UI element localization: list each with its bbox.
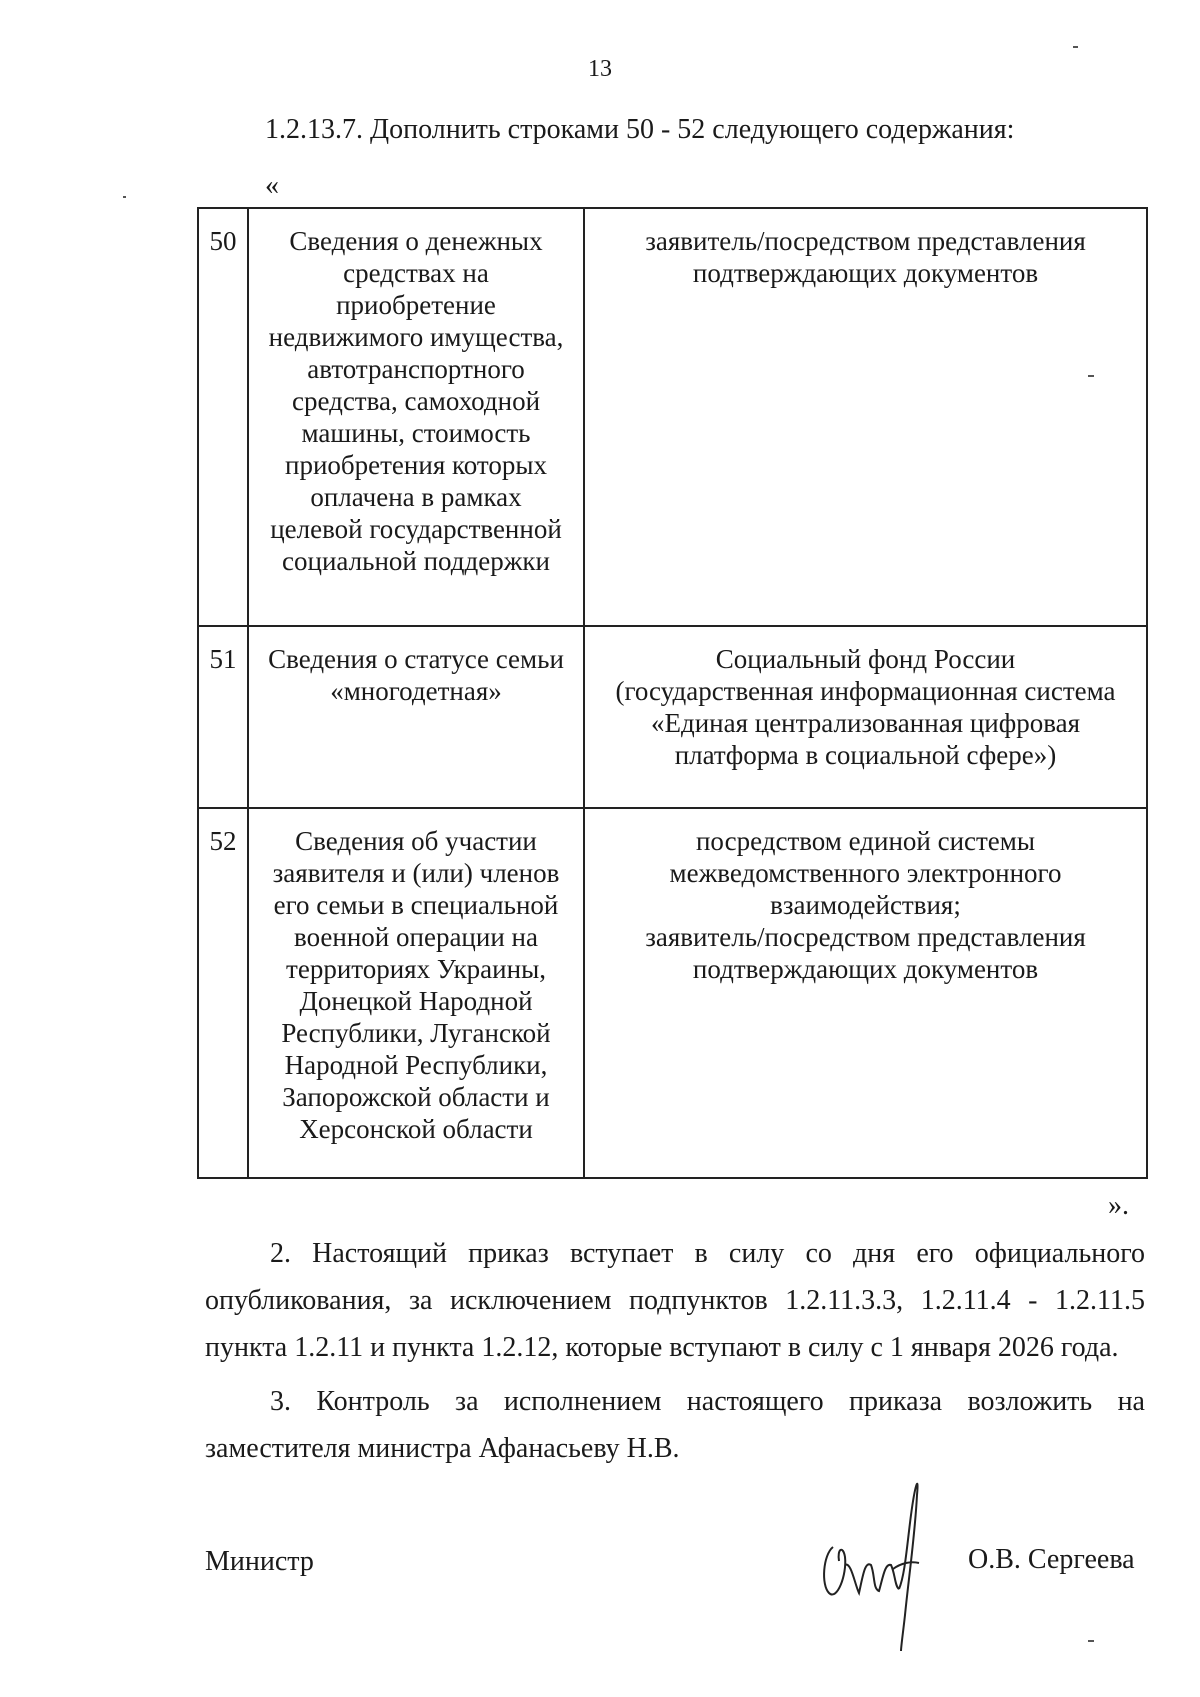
row-name-cell: [248, 808, 584, 1178]
cell-line: территориях Украины,: [286, 954, 546, 984]
row-name-cell: [248, 626, 584, 808]
cell-line: машины, стоимость: [301, 418, 531, 448]
page-number: 13: [588, 56, 612, 82]
scan-speck: [1073, 46, 1078, 48]
cell-line: социальной поддержки: [282, 546, 550, 576]
cell-line: Сведения о статусе семьи: [268, 644, 564, 674]
cell-line: Сведения об участии: [295, 826, 537, 856]
table-row: [198, 626, 1147, 808]
cell-line: Херсонской области: [299, 1114, 533, 1144]
opening-quote: «: [265, 170, 279, 201]
cell-line: Народной Республики,: [284, 1050, 548, 1080]
cell-line: заявителя и (или) членов: [272, 858, 560, 888]
row-number: 52: [198, 808, 248, 1178]
cell-line: платформа в социальной сфере»): [674, 740, 1057, 770]
cell-line: недвижимого имущества,: [268, 322, 564, 352]
cell-line: приобретение: [336, 290, 496, 320]
cell-line: Социальный фонд России: [715, 644, 1016, 674]
cell-line: приобретения которых: [285, 450, 547, 480]
row-number: 50: [198, 208, 248, 626]
cell-line: оплачена в рамках: [310, 482, 522, 512]
cell-line: средства, самоходной: [291, 386, 541, 416]
row-source-cell: [584, 208, 1147, 626]
cell-line: Сведения о денежных: [289, 226, 543, 256]
cell-line: его семьи в специальной: [273, 890, 559, 920]
cell-line: подтверждающих документов: [692, 258, 1039, 288]
signatory-role: Министр: [205, 1546, 314, 1577]
scan-speck: [1088, 375, 1094, 377]
cell-line: «Единая централизованная цифровая: [650, 708, 1081, 738]
table-row: [198, 808, 1147, 1178]
amendment-heading: 1.2.13.7. Дополнить строками 50 - 52 следующего содержания:: [265, 114, 1015, 145]
closing-quote: ».: [1108, 1190, 1129, 1221]
cell-line: межведомственного электронного: [669, 858, 1062, 888]
cell-line: заявитель/посредством представления: [645, 226, 1086, 256]
cell-line: «многодетная»: [330, 676, 502, 706]
paragraph-effective-date: 2. Настоящий приказ вступает в силу со дня его официального опубликования, за исключением подпунктов 1.2.11.3.3, 1.2.11.4 - 1.2.11.5 пункта 1.2.11 и пункта 1.2.12, которые вступают в силу с 1 января 2026 года.: [205, 1238, 1145, 1363]
amendment-table: [197, 207, 1148, 1179]
row-number: 51: [198, 626, 248, 808]
cell-line: целевой государственной: [270, 514, 562, 544]
cell-line: подтверждающих документов: [692, 954, 1039, 984]
row-source-cell: [584, 808, 1147, 1178]
row-name-cell: [248, 208, 584, 626]
table-row: [198, 208, 1147, 626]
cell-line: взаимодействия;: [770, 890, 961, 920]
cell-line: военной операции на: [294, 922, 538, 952]
row-source-cell: [584, 626, 1147, 808]
cell-line: посредством единой системы: [695, 826, 1036, 856]
paragraph-control: 3. Контроль за исполнением настоящего приказа возложить на заместителя министра Афанасьеву Н.В.: [205, 1386, 1145, 1464]
cell-line: Донецкой Народной: [299, 986, 533, 1016]
cell-line: Республики, Луганской: [281, 1018, 551, 1048]
cell-line: Запорожской области и: [282, 1082, 550, 1112]
cell-line: средствах на: [343, 258, 489, 288]
signatory-name: О.В. Сергеева: [968, 1544, 1135, 1575]
cell-line: (государственная информационная система: [615, 676, 1116, 706]
cell-line: автотранспортного: [307, 354, 525, 384]
cell-line: заявитель/посредством представления: [645, 922, 1086, 952]
scan-speck: [1088, 1640, 1094, 1642]
scan-speck: [123, 196, 126, 198]
handwritten-signature: [815, 1465, 945, 1655]
